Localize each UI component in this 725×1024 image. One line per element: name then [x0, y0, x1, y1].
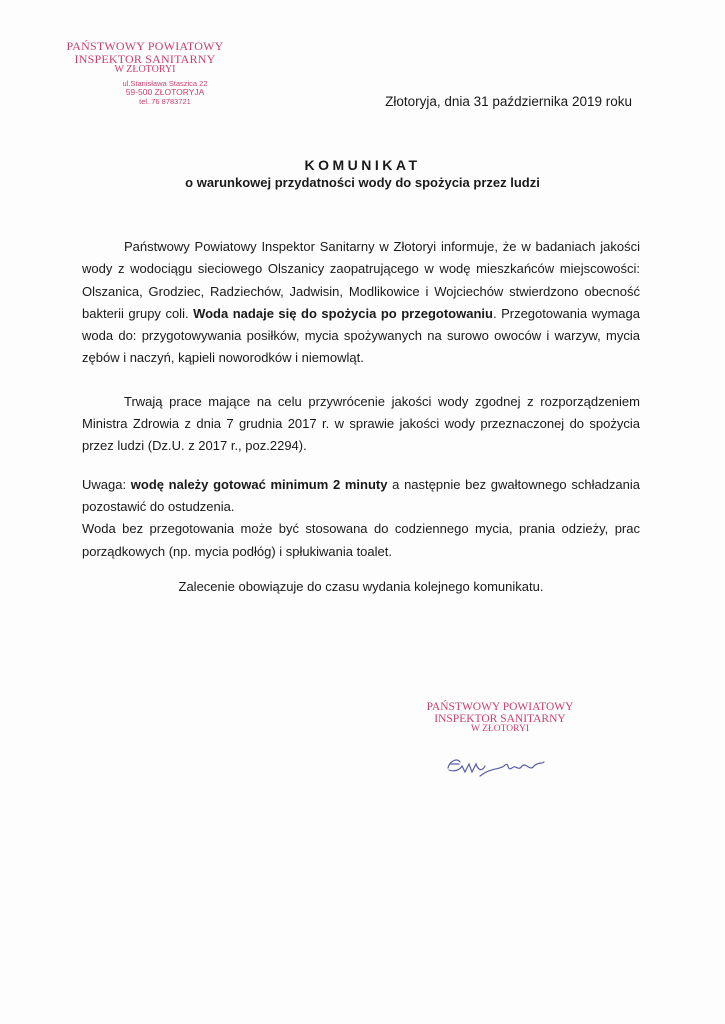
office-stamp [60, 40, 230, 107]
stamp-street: ul.Stanisława Staszica 22 [122, 78, 208, 88]
paragraph-1-text-a: Państwowy Powiatowy Inspektor Sanitarny w Złotoryi informuje, że w badaniach jakości wody z wodociągu sieciowego Olszanicy zaopatrującego w wodę mieszkańców miejscowości: Olszanica, Grodziec, Radziechów, Jadwisin, Modlikowice i Wojciechów stwierdzono obecność bakterii grupy coli. [82, 239, 640, 321]
warning-bold: wodę należy gotować minimum 2 minuty [130, 476, 388, 492]
document-title: KOMUNIKAT [304, 157, 421, 173]
stamp-postal: 59-500 ZŁOTORYJA [125, 87, 205, 98]
paragraph-1-text-b: . Przegotowania wymaga woda do: przygotowywania posiłków, mycia spożywanych na surowo owoców i warzyw, mycia zębów i naczyń, kąpieli noworodków i niemowląt. [82, 305, 640, 366]
stamp-line-3: W ZŁOTORYI [114, 64, 176, 76]
stamp-phone: tel. 76 8783721 [139, 97, 191, 107]
warning-prefix: Uwaga: [82, 476, 131, 492]
paragraph-announcement [82, 236, 640, 370]
date-line: Złotoryja, dnia 31 października 2019 roku [385, 94, 632, 109]
stamp-line-2: INSPEKTOR SANITARNY [74, 51, 216, 66]
stamp-line-1: PAŃSTWOWY POWIATOWY [426, 701, 574, 713]
stamp-line-2: INSPEKTOR SANITARNY [434, 712, 566, 725]
signature-stamp [420, 702, 580, 735]
paragraph-usage: Woda bez przegotowania może być stosowana do codziennego mycia, prania odzieży, prac porządkowych (np. mycia podłóg) i spłukiwania toalet. [82, 521, 640, 559]
warning-suffix: a następnie bez gwałtownego schładzania pozostawić do ostudzenia. [82, 476, 640, 514]
document-body [82, 236, 640, 598]
paragraph-warning [82, 474, 640, 519]
stamp-address [80, 80, 250, 107]
document-subtitle: o warunkowej przydatności wody do spożycia przez ludzi [185, 175, 540, 190]
stamp-line-1: PAŃSTWOWY POWIATOWY [66, 39, 224, 53]
paragraph-1-bold: Woda nadaje się do spożycia po przegotowaniu [193, 305, 493, 321]
paragraph-validity: Zalecenie obowiązuje do czasu wydania kolejnego komunikatu. [178, 578, 544, 594]
handwritten-signature [440, 746, 550, 780]
paragraph-works: Trwają prace mające na celu przywrócenie jakości wody zgodnej z rozporządzeniem Ministra Zdrowia z dnia 7 grudnia 2017 r. w sprawie jakości wody przeznaczonej do spożycia przez ludzi (Dz.U. z 2017 r., poz.2294). [82, 393, 640, 454]
stamp-line-3: W ZŁOTORYI [471, 724, 529, 735]
